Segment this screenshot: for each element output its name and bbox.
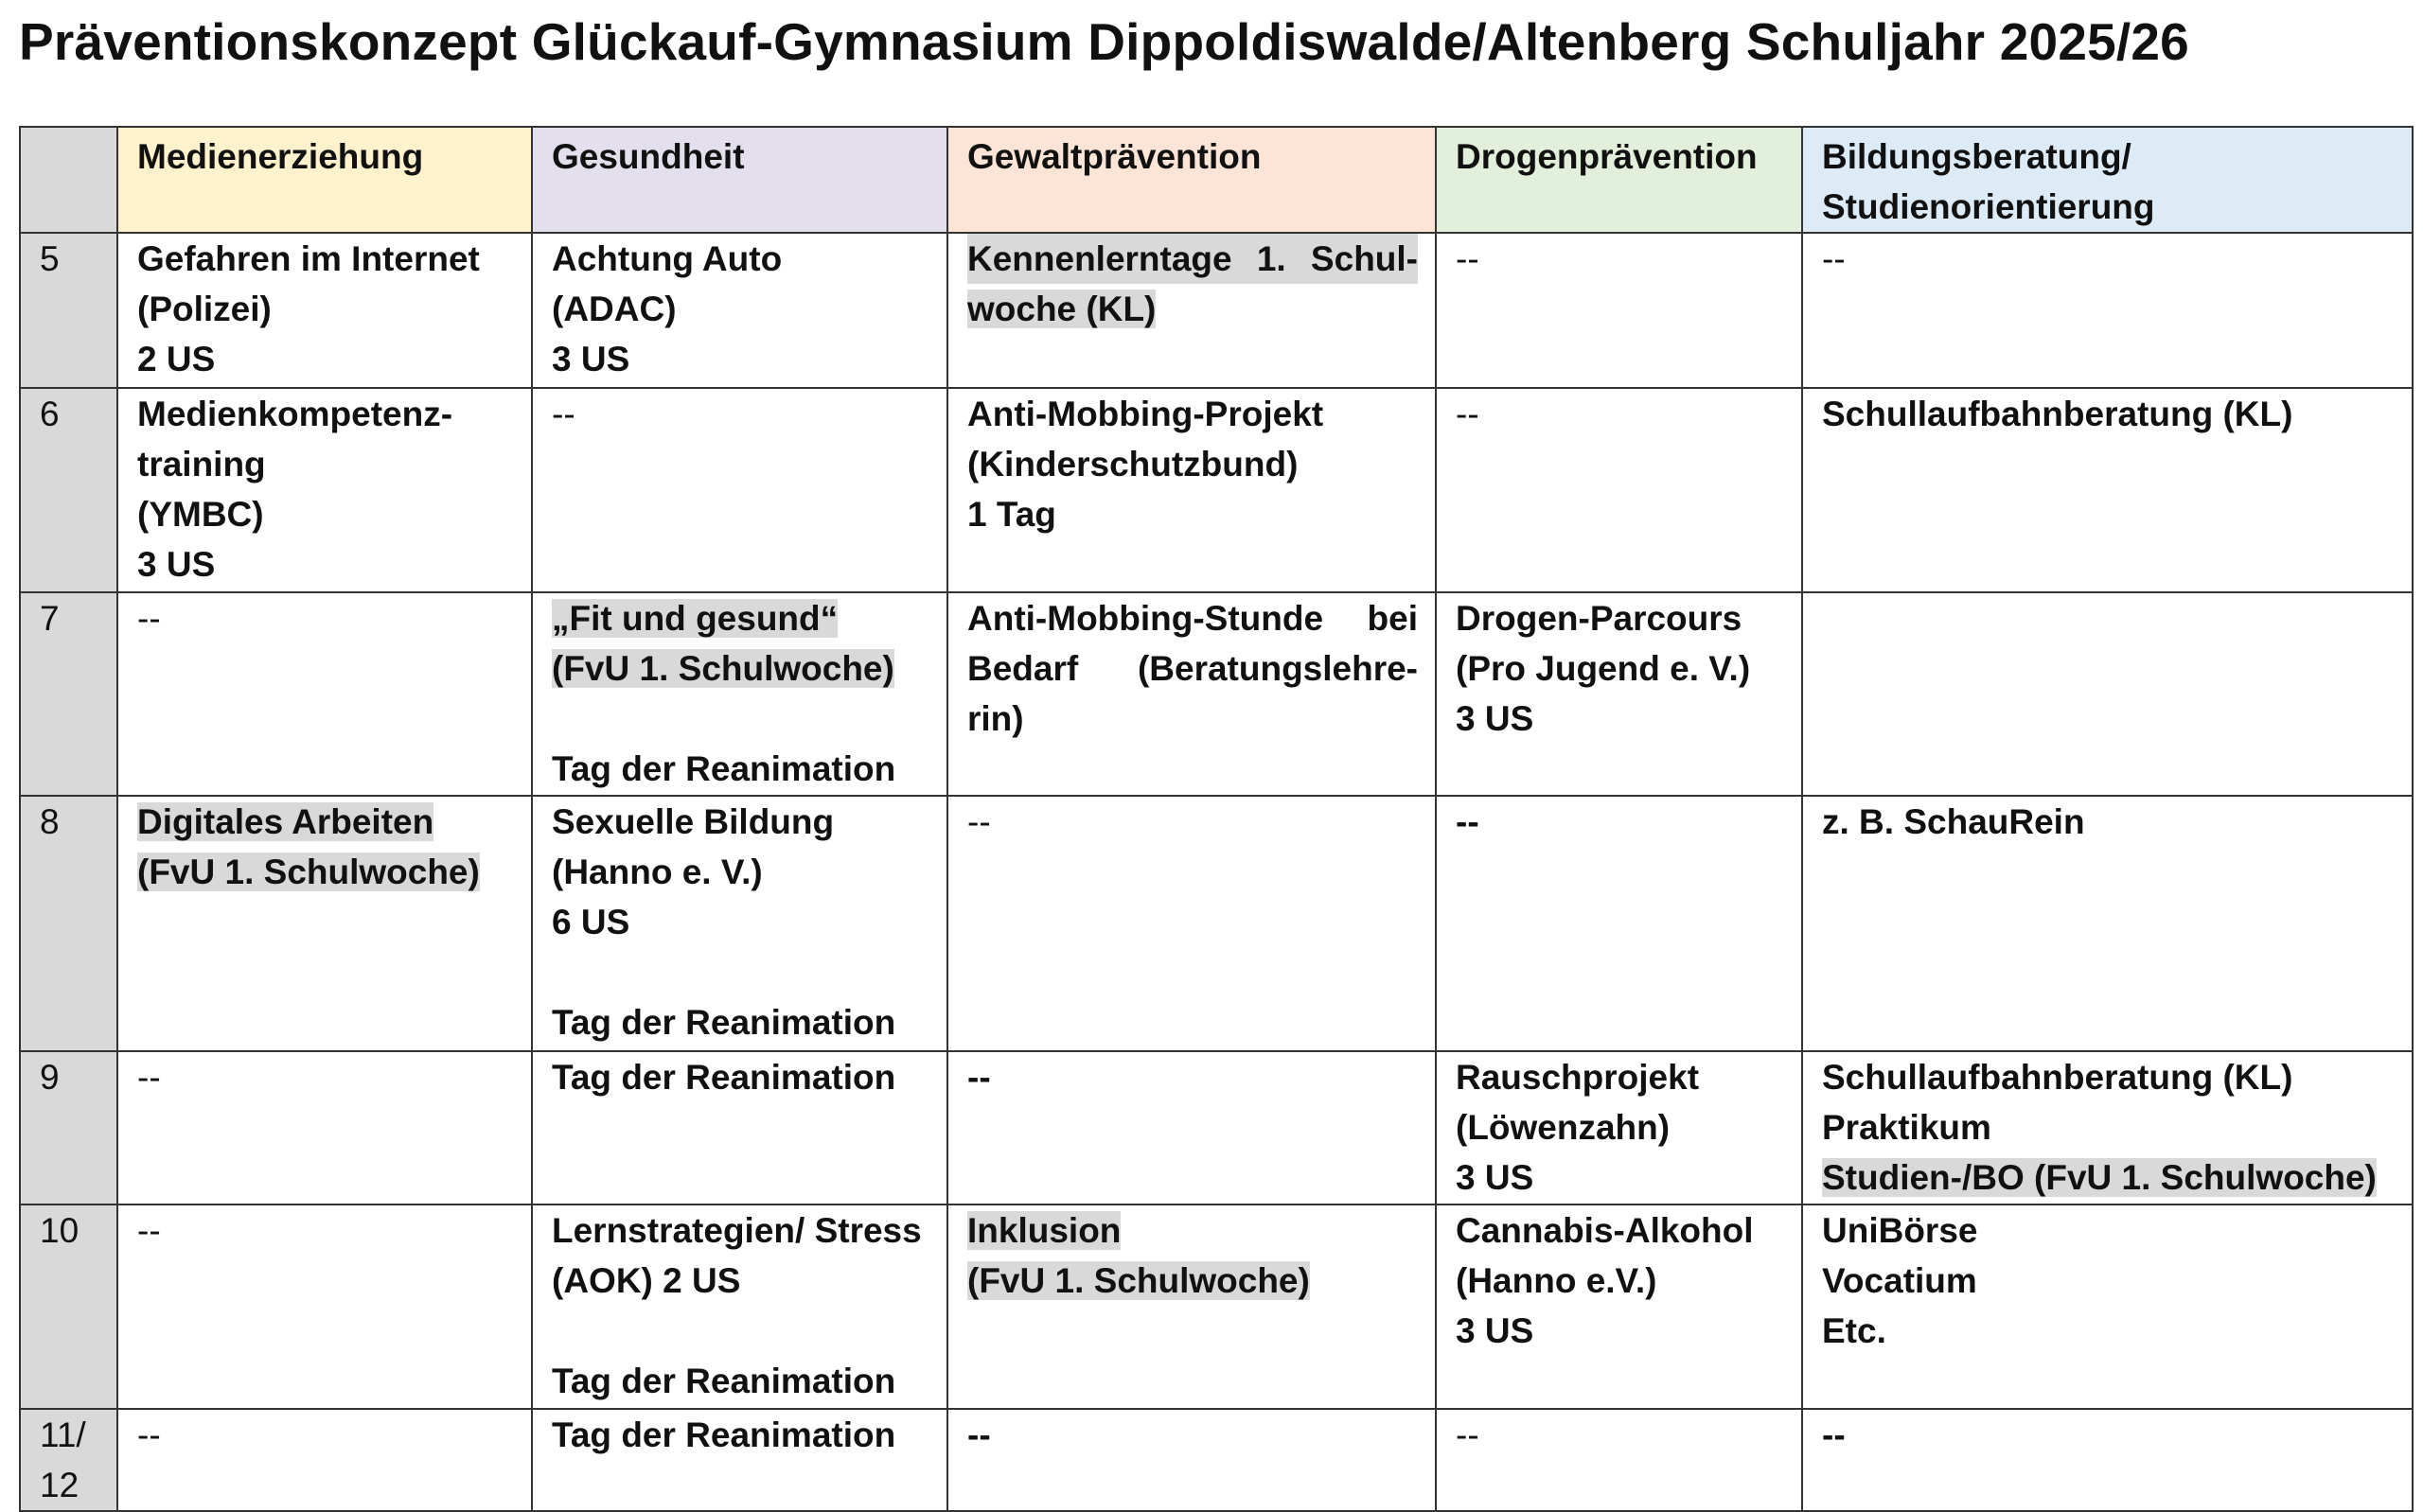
cell-line: Achtung Auto [552, 239, 783, 278]
cell-drogen-11-12 [1436, 1409, 1802, 1511]
cell-drogen-6 [1436, 388, 1802, 592]
cell-line: (Kinderschutzbund) [967, 445, 1299, 483]
table-row-grade-5 [20, 233, 2413, 388]
cell-line-highlighted: (FvU 1. Schulwoche) [967, 1261, 1310, 1300]
cell-line-highlighted: (FvU 1. Schulwoche) [137, 853, 480, 891]
cell-line: z. B. SchauRein [1822, 802, 2085, 841]
cell-drogen-7 [1436, 592, 1802, 796]
cell-line: 3 US [552, 340, 630, 378]
header-gewaltpraevention: Gewaltprävention [947, 127, 1436, 233]
cell-line: Tag der Reanimation [552, 1003, 896, 1042]
cell-medien-5 [117, 233, 532, 388]
grade-label: 8 [20, 796, 117, 1051]
empty-dash: -- [1456, 239, 1479, 278]
cell-line: (Polizei) [137, 290, 272, 328]
cell-gesund-10 [532, 1204, 947, 1409]
grade-column-header [20, 127, 117, 233]
empty-dash: -- [137, 1415, 161, 1454]
cell-line: Bedarf (Beratungslehre- [967, 649, 1418, 688]
cell-gewalt-11-12 [947, 1409, 1436, 1511]
cell-gewalt-7 [947, 592, 1436, 796]
cell-line: UniBörse [1822, 1211, 1978, 1250]
table-row-grade-9 [20, 1051, 2413, 1204]
prevention-plan-table [19, 126, 2414, 1512]
cell-line: Cannabis-Alkohol [1456, 1211, 1754, 1250]
cell-line-highlighted: „Fit und gesund“ [552, 599, 839, 638]
cell-line-highlighted: Kennenlerntage 1. Schul- [967, 234, 1418, 284]
header-bildungsberatung-line1: Bildungsberatung/ [1822, 137, 2131, 176]
empty-dash: -- [1822, 1415, 1846, 1454]
cell-line: 3 US [1456, 1158, 1534, 1197]
header-bildungsberatung [1802, 127, 2413, 233]
cell-line: (ADAC) [552, 290, 677, 328]
cell-bildung-8 [1802, 796, 2413, 1051]
header-drogenpraevention: Drogenprävention [1436, 127, 1802, 233]
cell-line: Gefahren im Internet [137, 239, 480, 278]
cell-bildung-5 [1802, 233, 2413, 388]
cell-gesund-9 [532, 1051, 947, 1204]
table-row-grade-11-12 [20, 1409, 2413, 1511]
cell-line: 3 US [1456, 699, 1534, 738]
cell-drogen-9 [1436, 1051, 1802, 1204]
cell-line: Rauschprojekt [1456, 1058, 1700, 1097]
cell-line: (Pro Jugend e. V.) [1456, 649, 1751, 688]
cell-gewalt-8 [947, 796, 1436, 1051]
grade-label: 5 [20, 233, 117, 388]
cell-line: (Hanno e.V.) [1456, 1261, 1657, 1300]
cell-gesund-7 [532, 592, 947, 796]
cell-line: 1 Tag [967, 495, 1056, 534]
cell-line: 3 US [137, 545, 216, 584]
cell-line-highlighted: Studien-/BO (FvU 1. Schulwoche) [1822, 1158, 2377, 1197]
cell-line: training [137, 445, 266, 483]
cell-line: 2 US [137, 340, 216, 378]
cell-medien-9 [117, 1051, 532, 1204]
empty-dash: -- [1456, 1415, 1479, 1454]
grade-label-line: 12 [40, 1466, 80, 1504]
cell-line: Praktikum [1822, 1108, 1991, 1147]
cell-line: Schullaufbahnberatung (KL) [1822, 1058, 2293, 1097]
cell-gewalt-10 [947, 1204, 1436, 1409]
cell-gesund-11-12 [532, 1409, 947, 1511]
table-row-grade-10 [20, 1204, 2413, 1409]
cell-medien-10 [117, 1204, 532, 1409]
empty-dash: -- [137, 1058, 161, 1097]
cell-gewalt-9 [947, 1051, 1436, 1204]
grade-label: 6 [20, 388, 117, 592]
empty-dash: -- [967, 1415, 991, 1454]
cell-line: Etc. [1822, 1311, 1886, 1350]
grade-label-line: 11/ [40, 1415, 86, 1454]
cell-drogen-10 [1436, 1204, 1802, 1409]
cell-drogen-5 [1436, 233, 1802, 388]
cell-line: Lernstrategien/ Stress [552, 1211, 922, 1250]
cell-line: Schullaufbahnberatung (KL) [1822, 395, 2293, 433]
page-title: Präventionskonzept Glückauf-Gymnasium Dippoldiswalde/Altenberg Schuljahr 2025/26 [19, 12, 2189, 71]
cell-gewalt-5 [947, 233, 1436, 388]
cell-line: Anti-Mobbing-Stunde bei [967, 599, 1418, 638]
cell-line: Vocatium [1822, 1261, 1977, 1300]
cell-line-highlighted: Inklusion [967, 1211, 1122, 1250]
cell-line: Tag der Reanimation [552, 1415, 896, 1454]
header-medienerziehung: Medienerziehung [117, 127, 532, 233]
cell-gesund-6 [532, 388, 947, 592]
cell-line: Medienkompetenz- [137, 395, 453, 433]
header-bildungsberatung-line2: Studienorientierung [1822, 187, 2155, 226]
cell-line: Sexuelle Bildung [552, 802, 835, 841]
grade-label: 10 [20, 1204, 117, 1409]
cell-gewalt-6 [947, 388, 1436, 592]
cell-line: Tag der Reanimation [552, 749, 896, 788]
grade-label: 9 [20, 1051, 117, 1204]
cell-medien-8 [117, 796, 532, 1051]
cell-bildung-11-12 [1802, 1409, 2413, 1511]
empty-dash: -- [1822, 239, 1846, 278]
empty-dash: -- [967, 1058, 991, 1097]
empty-dash: -- [1456, 395, 1479, 433]
grade-label: 7 [20, 592, 117, 796]
empty-dash: -- [967, 802, 991, 841]
grade-label [20, 1409, 117, 1511]
cell-line: rin) [967, 699, 1024, 738]
cell-line: 3 US [1456, 1311, 1534, 1350]
cell-line: Tag der Reanimation [552, 1362, 896, 1400]
cell-bildung-7 [1802, 592, 2413, 796]
cell-drogen-8 [1436, 796, 1802, 1051]
cell-medien-7 [117, 592, 532, 796]
cell-line: Drogen-Parcours [1456, 599, 1742, 638]
cell-line: 6 US [552, 903, 630, 941]
cell-line: (Löwenzahn) [1456, 1108, 1671, 1147]
header-row [20, 127, 2413, 233]
cell-line: Anti-Mobbing-Projekt [967, 395, 1324, 433]
empty-dash: -- [1456, 802, 1479, 841]
cell-bildung-6 [1802, 388, 2413, 592]
table-row-grade-7 [20, 592, 2413, 796]
cell-bildung-9 [1802, 1051, 2413, 1204]
cell-line-highlighted: (FvU 1. Schulwoche) [552, 649, 894, 688]
cell-line-highlighted: Digitales Arbeiten [137, 802, 434, 841]
cell-line-highlighted: woche (KL) [967, 290, 1157, 328]
cell-medien-6 [117, 388, 532, 592]
cell-line: (Hanno e. V.) [552, 853, 763, 891]
empty-dash: -- [137, 1211, 161, 1250]
cell-medien-11-12 [117, 1409, 532, 1511]
table-row-grade-6 [20, 388, 2413, 592]
empty-dash: -- [137, 599, 161, 638]
cell-bildung-10 [1802, 1204, 2413, 1409]
cell-gesund-8 [532, 796, 947, 1051]
header-gesundheit: Gesundheit [532, 127, 947, 233]
table-row-grade-8 [20, 796, 2413, 1051]
cell-line: Tag der Reanimation [552, 1058, 896, 1097]
cell-line: (AOK) 2 US [552, 1261, 741, 1300]
cell-gesund-5 [532, 233, 947, 388]
cell-line: (YMBC) [137, 495, 264, 534]
empty-dash: -- [552, 395, 575, 433]
